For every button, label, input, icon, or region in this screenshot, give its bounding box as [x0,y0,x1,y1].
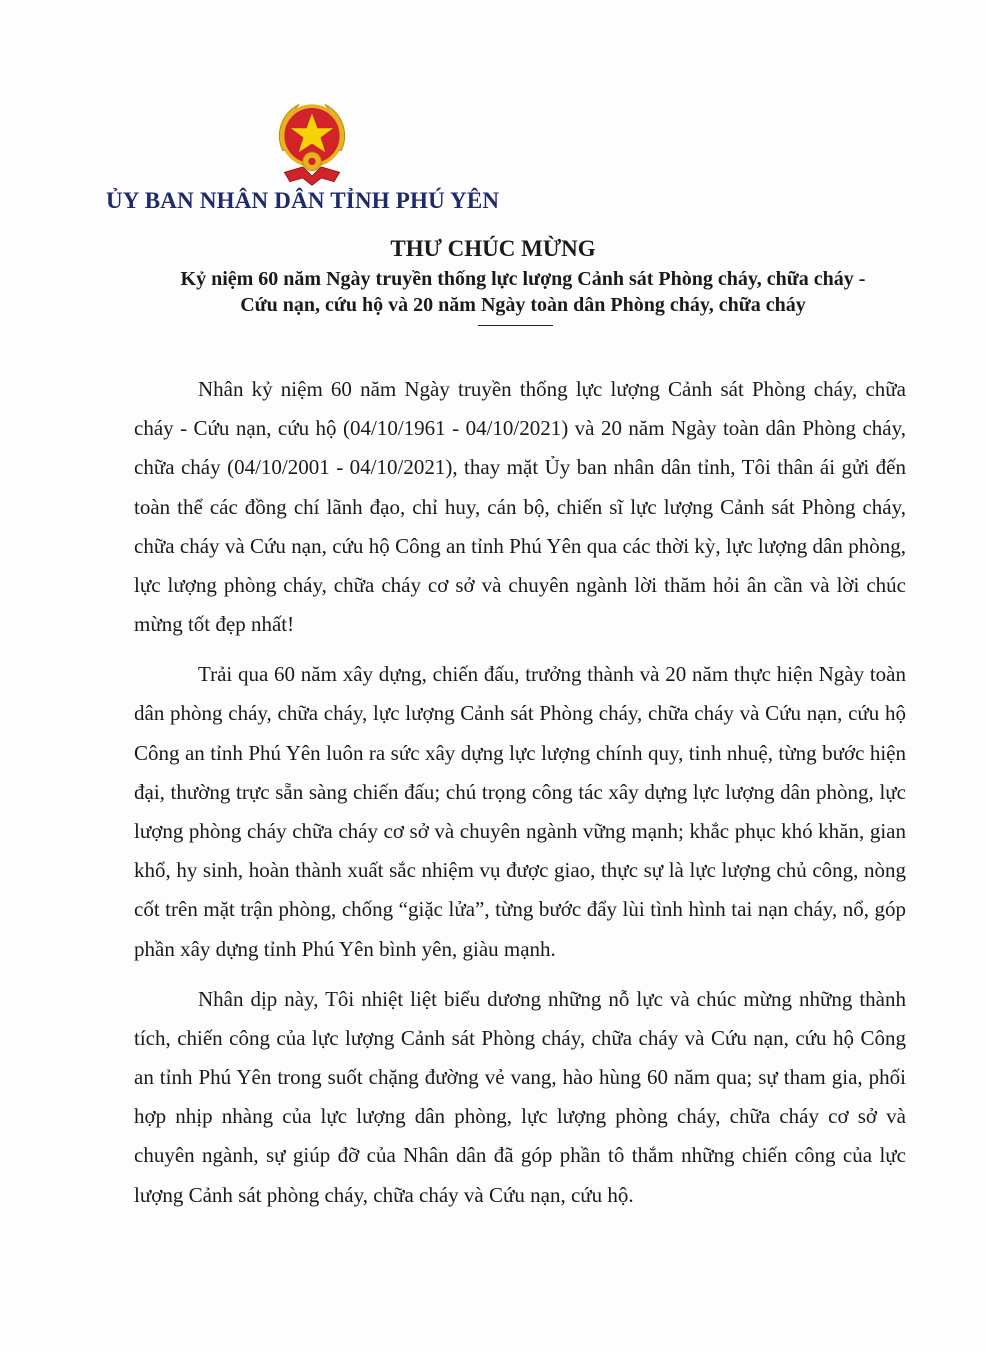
letter-subtitle-line2: Cứu nạn, cứu hộ và 20 năm Ngày toàn dân Phòng cháy, chữa cháy [240,294,806,316]
national-emblem-icon [266,97,358,189]
letter-title: THƯ CHÚC MỪNG [390,236,596,261]
letter-body [134,370,906,1226]
body-paragraph: Trải qua 60 năm xây dựng, chiến đấu, trưởng thành và 20 năm thực hiện Ngày toàn dân phòng cháy, chữa cháy, lực lượng Cảnh sát Phòng cháy, chữa cháy và Cứu nạn, cứu hộ Công an tỉnh Phú Yên luôn ra sức xây dựng lực lượng chính quy, tinh nhuệ, từng bước hiện đại, thường trực sẵn sàng chiến đấu; chú trọng công tác xây dựng lực lượng dân phòng, lực lượng phòng cháy chữa cháy cơ sở và chuyên ngành vững mạnh; khắc phục khó khăn, gian khổ, hy sinh, hoàn thành xuất sắc nhiệm vụ được giao, thực sự là lực lượng chủ công, nòng cốt trên mặt trận phòng, chống “giặc lửa”, từng bước đẩy lùi tình hình tai nạn cháy, nổ, góp phần xây dựng tỉnh Phú Yên bình yên, giàu mạnh. [134,662,906,961]
body-paragraph: Nhân dịp này, Tôi nhiệt liệt biểu dương những nỗ lực và chúc mừng những thành tích, chiến công của lực lượng Cảnh sát Phòng cháy, chữa cháy và Cứu nạn, cứu hộ Công an tỉnh Phú Yên trong suốt chặng đường vẻ vang, hào hùng 60 năm qua; sự tham gia, phối hợp nhịp nhàng của lực lượng dân phòng, lực lượng phòng cháy, chữa cháy cơ sở và chuyên ngành, sự giúp đỡ của Nhân dân đã góp phần tô thắm những chiến công của lực lượng Cảnh sát phòng cháy, chữa cháy và Cứu nạn, cứu hộ. [134,986,906,1207]
body-paragraph: Nhân kỷ niệm 60 năm Ngày truyền thống lực lượng Cảnh sát Phòng cháy, chữa cháy - Cứu nạn, cứu hộ (04/10/1961 - 04/10/2021) và 20 năm Ngày toàn dân Phòng cháy, chữa cháy (04/10/2001 - 04/10/2021), thay mặt Ủy ban nhân dân tỉnh, Tôi thân ái gửi đến toàn thể các đồng chí lãnh đạo, chỉ huy, cán bộ, chiến sĩ lực lượng Cảnh sát Phòng cháy, chữa cháy và Cứu nạn, cứu hộ Công an tỉnh Phú Yên qua các thời kỳ, lực lượng dân phòng, lực lượng phòng cháy, chữa cháy cơ sở và chuyên ngành lời thăm hỏi ân cần và lời chúc mừng tốt đẹp nhất! [134,377,906,637]
organization-name: ỦY BAN NHÂN DÂN TỈNH PHÚ YÊN [106,188,500,213]
letter-subtitle-line1: Kỷ niệm 60 năm Ngày truyền thống lực lượng Cảnh sát Phòng cháy, chữa cháy - [180,268,866,290]
title-divider [478,325,553,326]
